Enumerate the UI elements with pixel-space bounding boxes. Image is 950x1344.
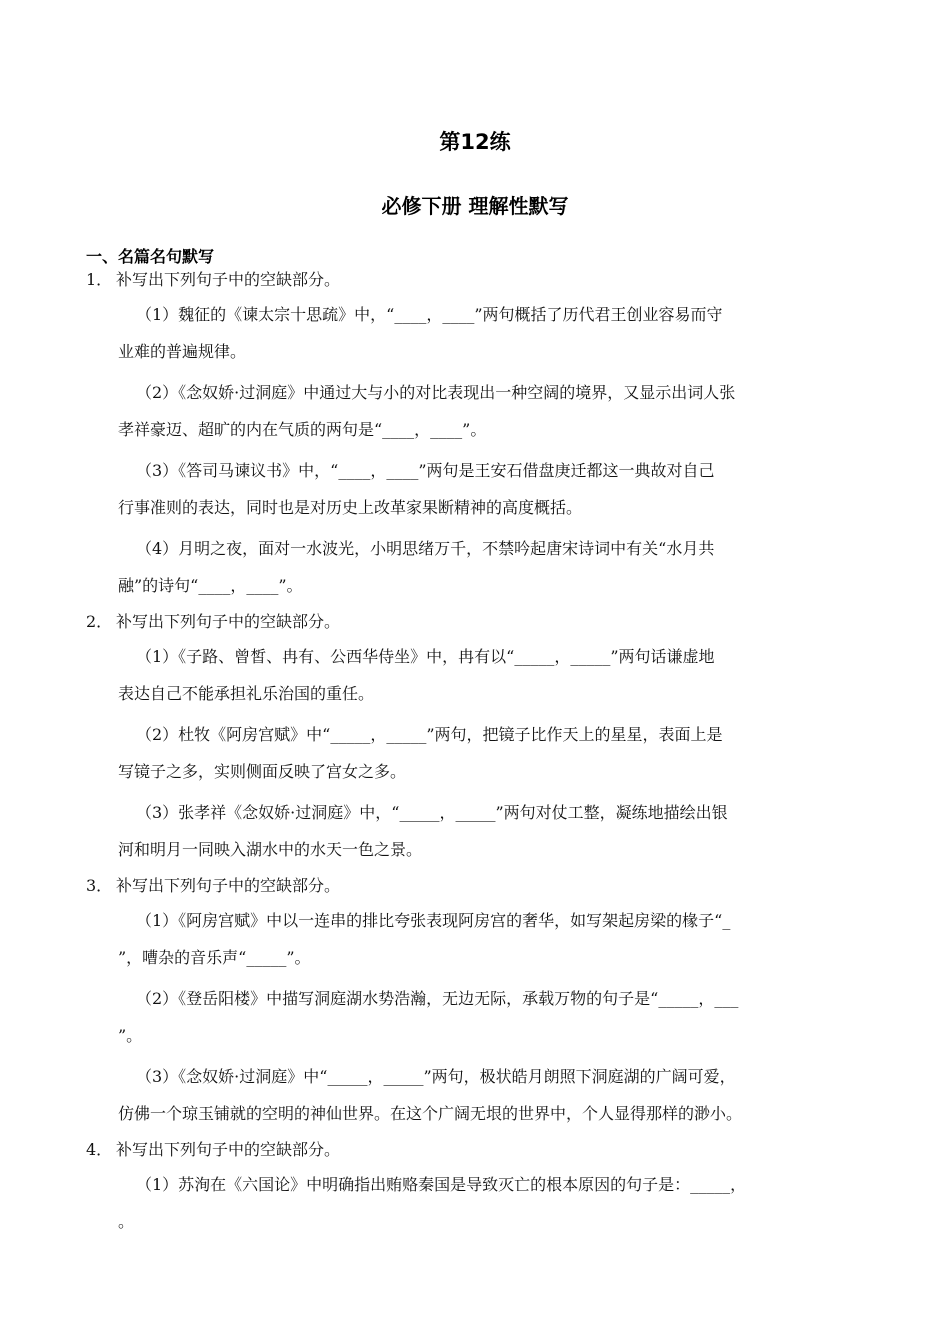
sub-question [86,292,876,370]
question-block [86,874,876,1132]
question-list [86,268,876,1246]
sub-question-line: 。 [118,1212,135,1231]
sub-question-line: （3）《念奴娇·过洞庭》中“_____，_____”两句，极状皓月朗照下洞庭湖的广阔可爱， [136,1067,736,1086]
sub-question [86,898,876,976]
sub-question-line: 孝祥豪迈、超旷的内在气质的两句是“____，____”。 [118,420,487,439]
sub-question [86,1162,876,1240]
sub-question-line: （3）张孝祥《念奴娇·过洞庭》中，“_____，_____”两句对仗工整，凝练地描绘出银 [136,803,728,822]
question-prompt [86,874,876,898]
sub-question-line: 仿佛一个琼玉铺就的空明的神仙世界。在这个广阔无垠的世界中，个人显得那样的渺小。 [118,1104,743,1123]
sub-question-line: （1）《子路、曾皙、冉有、公西华侍坐》中，冉有以“_____，_____”两句话谦虚地 [136,647,715,666]
question-number: 2． [86,612,113,631]
question-number: 4． [86,1140,113,1159]
question-block [86,268,876,604]
sub-question [86,976,876,1054]
sub-question [86,790,876,868]
question-text: 补写出下列句子中的空缺部分。 [116,1140,341,1159]
sub-question-line: ”。 [118,1026,143,1045]
section-heading: 一、名篇名句默写 [86,247,215,266]
sub-question-line: （2）《登岳阳楼》中描写洞庭湖水势浩瀚，无边无际，承载万物的句子是“_____，___ [136,989,739,1008]
sub-question-line: 表达自己不能承担礼乐治国的重任。 [118,684,375,703]
sub-question-line: ”，嘈杂的音乐声“_____”。 [118,948,311,967]
question-number: 1． [86,270,113,289]
question-text: 补写出下列句子中的空缺部分。 [116,270,341,289]
sub-question [86,448,876,526]
page-title: 第12练 [439,130,511,154]
question-number: 3． [86,876,113,895]
sub-question-line: 写镜子之多，实则侧面反映了宫女之多。 [118,762,407,781]
sub-question-line: 业难的普遍规律。 [118,342,247,361]
sub-question-line: （2）杜牧《阿房宫赋》中“_____，_____”两句，把镜子比作天上的星星，表面上是 [136,725,723,744]
sub-question-line: 融”的诗句“____，____”。 [118,576,303,595]
sub-question-line: （1）苏洵在《六国论》中明确指出贿赂秦国是导致灭亡的根本原因的句子是：_____， [136,1175,747,1194]
sub-question-line: 河和明月一同映入湖水中的水天一色之景。 [118,840,423,859]
sub-question-line: （1）魏征的《谏太宗十思疏》中，“____，____”两句概括了历代君王创业容易而守 [136,305,723,324]
sub-question [86,712,876,790]
question-text: 补写出下列句子中的空缺部分。 [116,876,341,895]
question-prompt [86,268,876,292]
sub-question [86,1054,876,1132]
sub-question-line: （4）月明之夜，面对一水波光，小明思绪万千，不禁吟起唐宋诗词中有关“水月共 [136,539,715,558]
question-text: 补写出下列句子中的空缺部分。 [116,612,341,631]
sub-question [86,634,876,712]
sub-question [86,370,876,448]
question-prompt [86,610,876,634]
question-prompt [86,1138,876,1162]
sub-question-line: （2）《念奴娇·过洞庭》中通过大与小的对比表现出一种空阔的境界，又显示出词人张 [136,383,736,402]
page-subtitle: 必修下册 理解性默写 [381,194,569,218]
sub-question-line: （3）《答司马谏议书》中，“____，____”两句是王安石借盘庚迁都这一典故对自己 [136,461,715,480]
sub-question [86,526,876,604]
question-block [86,1138,876,1240]
sub-question-line: 行事准则的表达，同时也是对历史上改革家果断精神的高度概括。 [118,498,583,517]
question-block [86,610,876,868]
sub-question-line: （1）《阿房宫赋》中以一连串的排比夸张表现阿房宫的奢华，如写架起房梁的椽子“_ [136,911,731,930]
